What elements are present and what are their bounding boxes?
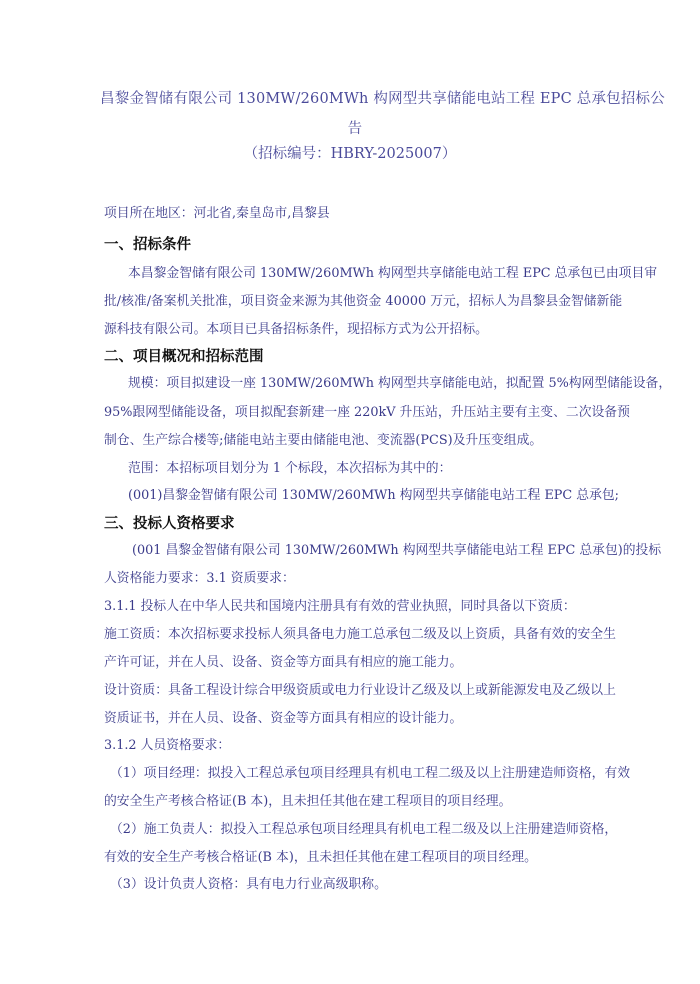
section-3-line: 3.1.2 人员资格要求： — [104, 738, 231, 753]
section-1-line: 源科技有限公司。本项目已具备招标条件，现招标方式为公开招标。 — [104, 322, 488, 337]
section-3-line: 施工资质：本次招标要求投标人须具备电力施工总承包二级及以上资质，具备有效的安全生 — [104, 627, 616, 642]
project-location: 项目所在地区：河北省,秦皇岛市,昌黎县 — [104, 206, 330, 221]
section-3-line: （2）施工负责人：拟投入工程总承包项目经理具有机电工程二级及以上注册建造师资格， — [110, 822, 618, 837]
section-3-line: 设计资质：具备工程设计综合甲级资质或电力行业设计乙级及以上或新能源发电及乙级以上 — [104, 683, 616, 698]
section-2-line: 规模：项目拟建设一座 130MW/260MWh 构网型共享储能电站，拟配置 5%构网型储能设备， — [128, 376, 672, 391]
bid-number: （招标编号：HBRY-2025007） — [243, 146, 457, 162]
section-heading-2: 二、项目概况和招标范围 — [104, 349, 264, 365]
section-3-line: （3）设计负责人资格：具有电力行业高级职称。 — [110, 877, 387, 892]
section-1-line: 本昌黎金智储有限公司 130MW/260MWh 构网型共享储能电站工程 EPC 总承包已由项目审 — [128, 266, 658, 281]
section-3-line: （1）项目经理：拟投入工程总承包项目经理具有机电工程二级及以上注册建造师资格，有效 — [110, 766, 631, 781]
section-3-line: 资质证书，并在人员、设备、资金等方面具有相应的设计能力。 — [104, 711, 463, 726]
section-3-line: 3.1.1 投标人在中华人民共和国境内注册具有有效的营业执照，同时具备以下资质： — [104, 599, 576, 614]
title-line-2: 告 — [347, 121, 363, 137]
section-3-line: 人资格能力要求：3.1 资质要求： — [104, 571, 295, 586]
section-3-line: 有效的安全生产考核合格证(B 本)，且未担任其他在建工程项目的项目经理。 — [104, 850, 537, 865]
section-1-line: 批/核准/备案机关批准，项目资金来源为其他资金 40000 万元，招标人为昌黎县金智储新能 — [104, 294, 623, 309]
section-3-line: (001 昌黎金智储有限公司 130MW/260MWh 构网型共享储能电站工程 EPC 总承包)的投标 — [132, 543, 662, 558]
section-3-line: 产许可证，并在人员、设备、资金等方面具有相应的施工能力。 — [104, 655, 463, 670]
section-heading-1: 一、招标条件 — [104, 237, 191, 253]
title-line-1: 昌黎金智储有限公司 130MW/260MWh 构网型共享储能电站工程 EPC 总承包招标公 — [100, 91, 665, 107]
section-heading-3: 三、投标人资格要求 — [104, 516, 235, 532]
section-3-line: 的安全生产考核合格证(B 本)，且未担任其他在建工程项目的项目经理。 — [104, 794, 512, 809]
section-2-line: 范围：本招标项目划分为 1 个标段，本次招标为其中的： — [128, 461, 452, 476]
section-2-line: 制仓、生产综合楼等;储能电站主要由储能电池、变流器(PCS)及升压变组成。 — [104, 433, 543, 448]
page-title — [100, 84, 665, 144]
section-2-line: 95%跟网型储能设备，项目拟配套新建一座 220kV 升压站，升压站主要有主变、二次设备预 — [104, 405, 630, 420]
section-2-line: (001)昌黎金智储有限公司 130MW/260MWh 构网型共享储能电站工程 EPC 总承包; — [128, 488, 619, 503]
